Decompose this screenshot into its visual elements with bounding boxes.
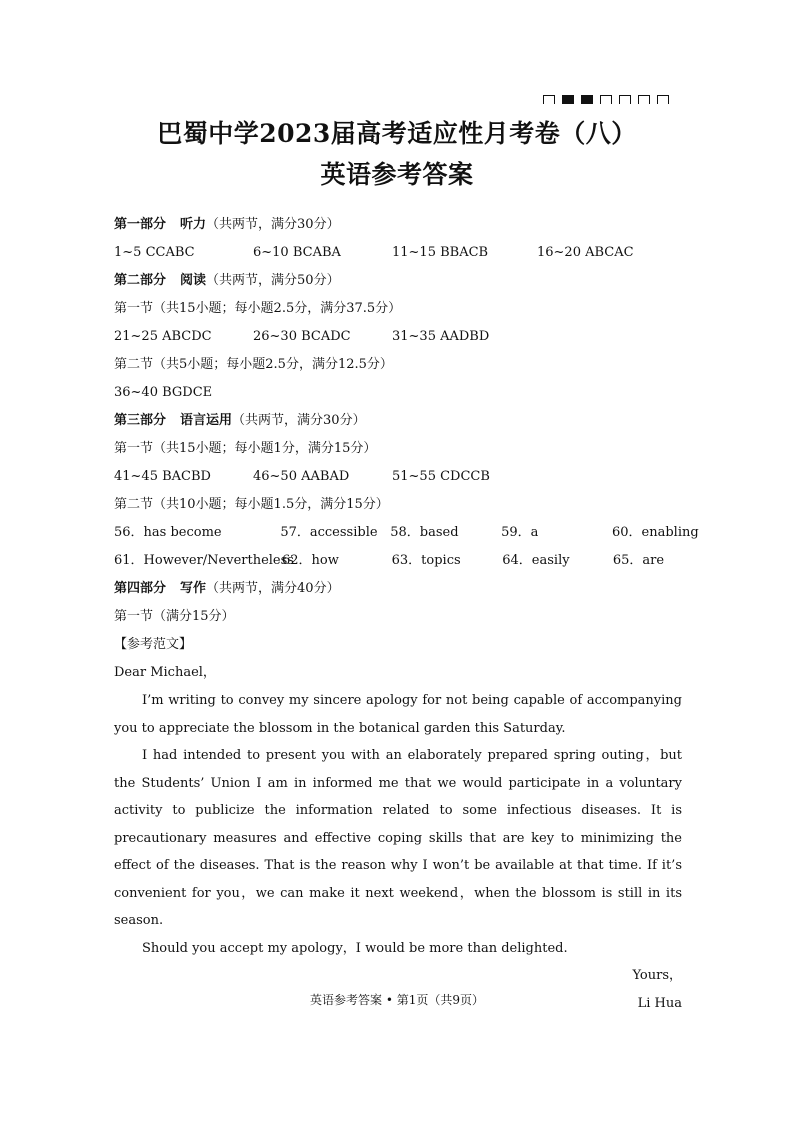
letter-paragraph: I had intended to present you with an elaborately prepared spring outing，but the Students’ Union I am in informed me that we would participate in a voluntary activity to publicize the information related to some infectious diseases. It is precautionary measures and effective coping skills that are key to minimizing the effect of the diseases. That is the reason why I won’t be available at that time. If it’s convenient for you，we can make it next weekend，when the blossom is still in its season. (114, 748, 682, 928)
part3-section1-title: 第一节（共15小题；每小题1分，满分15分） (114, 441, 377, 456)
part4-heading (114, 575, 682, 603)
part4-label: 第四部分 (114, 581, 167, 596)
part2-note: （共两节，满分50分） (206, 273, 340, 288)
part4-note: （共两节，满分40分） (206, 581, 340, 596)
fill-answer: 64．easily (502, 553, 570, 568)
letter-signature: Li Hua (637, 995, 682, 1011)
registration-mark-empty (543, 95, 555, 104)
answer-group: 16~20 ABCAC (537, 245, 634, 260)
part4-name: 写作 (180, 581, 207, 596)
part2-heading (114, 267, 682, 295)
part1-answers (114, 239, 682, 267)
part3-heading (114, 407, 682, 435)
sample-essay-label: 【参考范文】 (114, 637, 193, 652)
answer-group: 11~15 BBACB (392, 245, 489, 260)
registration-marks (543, 95, 669, 104)
registration-mark-empty (638, 95, 650, 104)
part1-label: 第一部分 (114, 217, 167, 232)
fill-answer: 63．topics (391, 553, 461, 568)
part3-section2-row2 (114, 547, 682, 575)
registration-mark-filled (562, 95, 574, 104)
fill-answer: 59．a (501, 525, 539, 540)
page-footer: 英语参考答案 • 第1页（共9页） (310, 993, 484, 1007)
part3-label: 第三部分 (114, 413, 167, 428)
letter-closing: Yours， (632, 968, 682, 983)
answer-group: 46~50 AABAD (253, 469, 350, 484)
letter-paragraph: I’m writing to convey my sincere apology for not being capable of accompanying you to appreciate the blossom in the botanical garden this Saturday. (114, 693, 682, 736)
part4-section1-title: 第一节（满分15分） (114, 609, 235, 624)
fill-answer: 62．how (282, 553, 339, 568)
part3-name: 语言运用 (180, 413, 233, 428)
part3-section2-row1 (114, 519, 699, 547)
answer-group: 41~45 BACBD (114, 469, 211, 484)
fill-answer: 65．are (612, 553, 665, 568)
letter-greeting: Dear Michael， (114, 665, 216, 680)
part3-note: （共两节，满分30分） (232, 413, 366, 428)
document-title: 巴蜀中学2023届高考适应性月考卷（八） (157, 119, 637, 148)
registration-mark-empty (619, 95, 631, 104)
answer-group: 21~25 ABCDC (114, 329, 212, 344)
registration-mark-empty (600, 95, 612, 104)
part1-note: （共两节，满分30分） (206, 217, 340, 232)
registration-mark-empty (657, 95, 669, 104)
part1-heading (114, 211, 682, 239)
answer-group: 31~35 AADBD (392, 329, 490, 344)
part2-section1-answers (114, 323, 682, 351)
answer-content (114, 211, 699, 1017)
answer-group: 26~30 BCADC (253, 329, 351, 344)
fill-answer: 60．enabling (612, 525, 699, 540)
part1-name: 听力 (180, 217, 207, 232)
part2-section2-title: 第二节（共5小题；每小题2.5分，满分12.5分） (114, 357, 393, 372)
answer-group: 51~55 CDCCB (392, 469, 490, 484)
part2-section1-title: 第一节（共15小题；每小题2.5分，满分37.5分） (114, 301, 402, 316)
letter-paragraph: Should you accept my apology，I would be more than delighted. (142, 940, 568, 956)
answer-group: 1~5 CCABC (114, 245, 195, 260)
part3-section2-title: 第二节（共10小题；每小题1.5分，满分15分） (114, 497, 389, 512)
fill-answer: 56．has become (114, 525, 222, 540)
part3-section1-answers (114, 463, 682, 491)
registration-mark-filled (581, 95, 593, 104)
fill-answer: 61．However/Nevertheless (114, 553, 294, 568)
part2-name: 阅读 (180, 273, 207, 288)
fill-answer: 58．based (390, 525, 459, 540)
part2-label: 第二部分 (114, 273, 167, 288)
fill-answer: 57．accessible (280, 525, 378, 540)
part2-section2-answers: 36~40 BGDCE (114, 385, 213, 400)
answer-group: 6~10 BCABA (253, 245, 341, 260)
document-subtitle: 英语参考答案 (320, 160, 474, 189)
